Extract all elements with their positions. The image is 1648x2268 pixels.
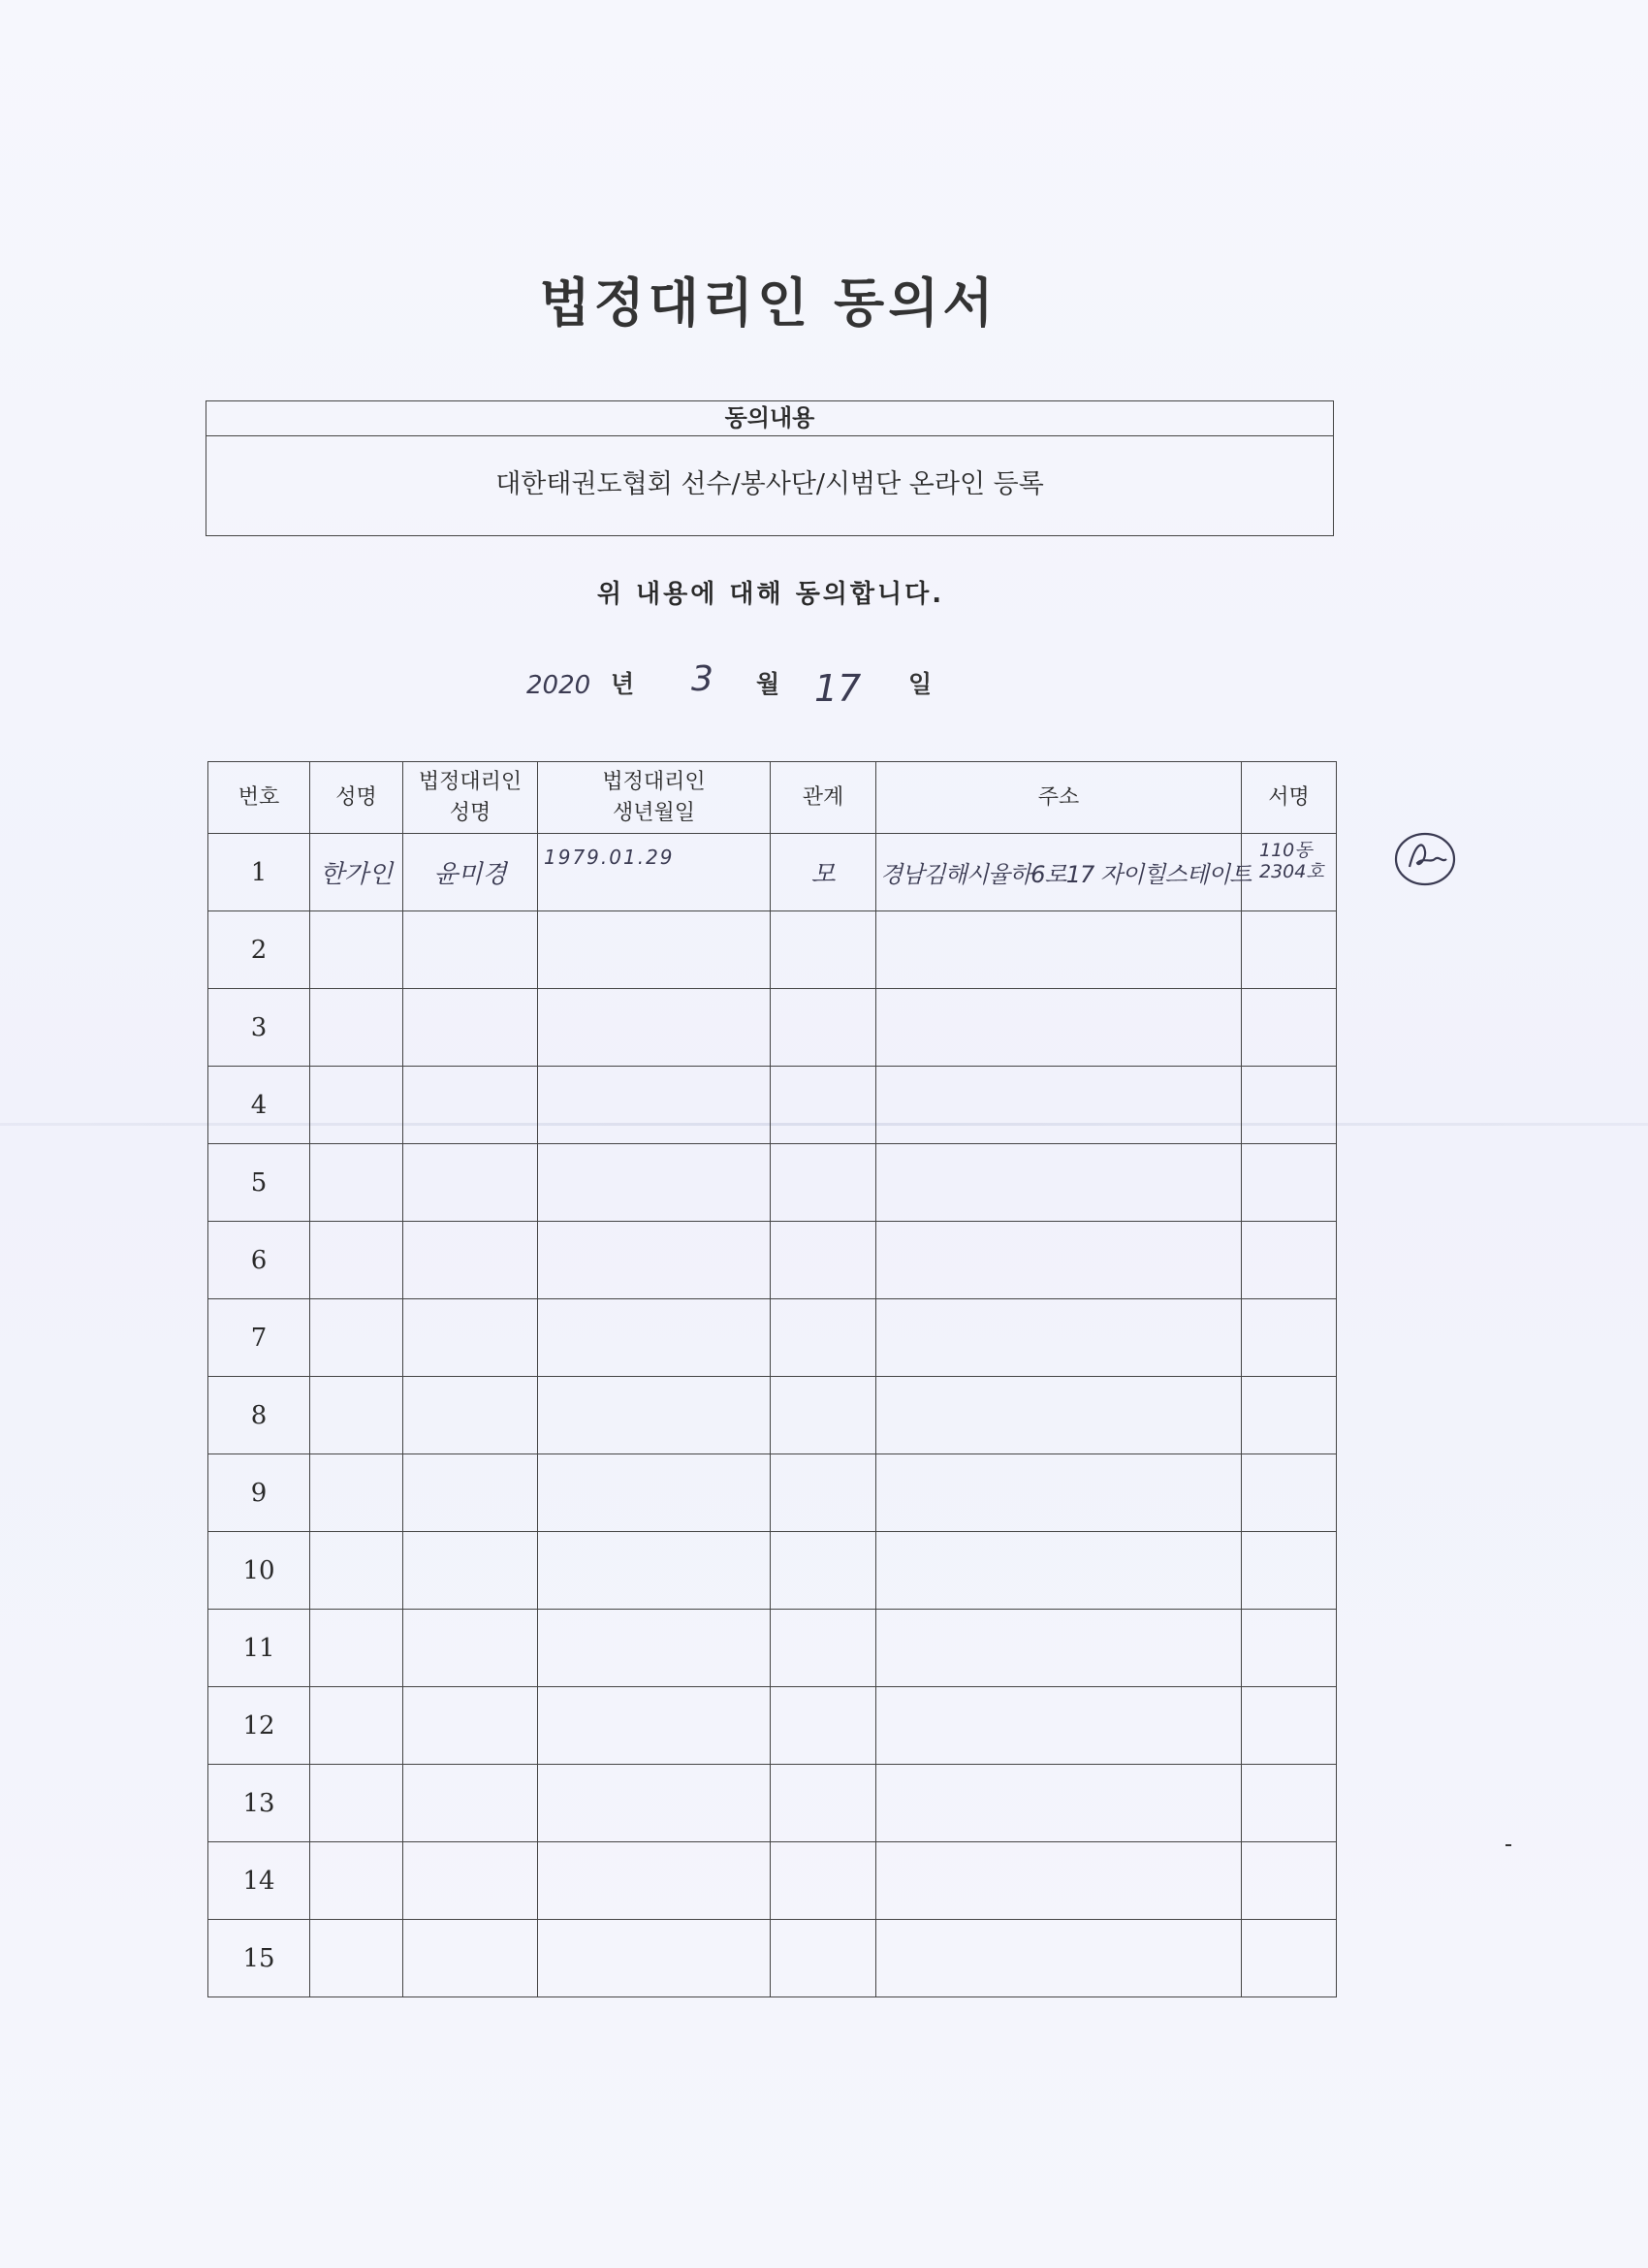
date-month-unit: 월 xyxy=(756,670,780,698)
row-guardian-name-cell xyxy=(403,1687,538,1765)
table-row xyxy=(208,1610,1337,1687)
consent-content-body: 대한태권도협회 선수/봉사단/시범단 온라인 등록 xyxy=(495,469,1044,499)
row-number: 10 xyxy=(208,1532,310,1610)
row-signature-cell xyxy=(1242,989,1337,1067)
row-guardian-name-cell xyxy=(403,1765,538,1842)
row-address-cell xyxy=(876,834,1252,911)
row-guardian-birth-cell xyxy=(538,1222,771,1299)
row-number: 12 xyxy=(208,1687,310,1765)
row-address-cell xyxy=(876,1842,1242,1920)
row-guardian-name-cell xyxy=(403,1842,538,1920)
agreement-statement: 위 내용에 대해 동의합니다. xyxy=(596,580,945,609)
handwritten-signature xyxy=(1380,824,1460,894)
row-number: 7 xyxy=(208,1299,310,1377)
row-number: 8 xyxy=(208,1377,310,1454)
row-guardian-birth-cell xyxy=(538,1610,771,1687)
row-address-cell xyxy=(876,1222,1242,1299)
row-name-cell xyxy=(310,834,403,911)
table-row xyxy=(208,989,1337,1067)
row-guardian-name-cell xyxy=(403,1299,538,1377)
table-row xyxy=(208,1144,1337,1222)
row-name-cell xyxy=(310,1454,403,1532)
row-guardian-name-cell xyxy=(403,911,538,989)
table-row xyxy=(208,1377,1337,1454)
row-name-cell xyxy=(310,911,403,989)
header-signature: 서명 xyxy=(1242,762,1337,834)
table-row xyxy=(208,1920,1337,1997)
date-year-unit: 년 xyxy=(611,670,635,698)
table-row xyxy=(208,1067,1337,1144)
table-row xyxy=(208,1532,1337,1610)
row-guardian-name-cell xyxy=(403,1454,538,1532)
row-number: 2 xyxy=(208,911,310,989)
table-row xyxy=(208,1687,1337,1765)
table-row xyxy=(208,1842,1337,1920)
guardian-roster-table xyxy=(207,761,1337,1997)
row-guardian-birth-cell xyxy=(538,834,771,911)
row-guardian-birth: 1979.01.29 xyxy=(544,845,675,869)
row-relation-cell xyxy=(771,1454,876,1532)
row-address-cell xyxy=(876,1765,1242,1842)
row-signature-cell xyxy=(1242,1222,1337,1299)
row-guardian-name-cell xyxy=(403,1532,538,1610)
header-address: 주소 xyxy=(876,762,1242,834)
row-address: 경남김해시율하6로17 자이힐스테이트 xyxy=(880,861,1252,888)
row-name-cell xyxy=(310,1610,403,1687)
row-relation-cell xyxy=(771,1144,876,1222)
table-row xyxy=(208,1765,1337,1842)
row-signature-cell xyxy=(1242,1454,1337,1532)
row-number: 13 xyxy=(208,1765,310,1842)
row-name-cell xyxy=(310,1532,403,1610)
row-address-cell xyxy=(876,1299,1242,1377)
row-address-cell xyxy=(876,1532,1242,1610)
row-guardian-birth-cell xyxy=(538,1144,771,1222)
row-signature-cell xyxy=(1242,1144,1337,1222)
row-number: 6 xyxy=(208,1222,310,1299)
row-relation-cell xyxy=(771,911,876,989)
row-name-cell xyxy=(310,1377,403,1454)
row-relation-cell xyxy=(771,1299,876,1377)
row-guardian-birth-cell xyxy=(538,1067,771,1144)
row-address-cell xyxy=(876,1610,1242,1687)
row-name-cell xyxy=(310,1920,403,1997)
row-guardian-birth-cell xyxy=(538,1454,771,1532)
table-row xyxy=(208,1299,1337,1377)
row-address-cell xyxy=(876,1144,1242,1222)
date-day-unit: 일 xyxy=(908,670,933,698)
row-guardian-birth-cell xyxy=(538,1842,771,1920)
row-address-cell xyxy=(876,1067,1242,1144)
row-address-cell xyxy=(876,1687,1242,1765)
row-guardian-birth-cell xyxy=(538,1687,771,1765)
signature-stroke xyxy=(1410,845,1446,867)
row-number: 15 xyxy=(208,1920,310,1997)
header-guardian-birth: 법정대리인 생년월일 xyxy=(538,762,771,834)
row-number: 11 xyxy=(208,1610,310,1687)
row-name-cell xyxy=(310,1222,403,1299)
table-row xyxy=(208,1454,1337,1532)
row-signature-cell xyxy=(1242,1299,1337,1377)
row-guardian-name-cell xyxy=(403,1144,538,1222)
row-relation-cell xyxy=(771,834,876,911)
row-number: 1 xyxy=(208,834,310,911)
row-number: 3 xyxy=(208,989,310,1067)
table-header-row xyxy=(208,762,1337,834)
row-signature-cell xyxy=(1242,911,1337,989)
row-guardian-name-cell xyxy=(403,1222,538,1299)
date-month: 3 xyxy=(691,659,713,699)
row-guardian-name-cell xyxy=(403,1920,538,1997)
row-signature-cell xyxy=(1242,834,1337,911)
row-guardian-birth-cell xyxy=(538,1920,771,1997)
row-signature-cell xyxy=(1242,1532,1337,1610)
row-guardian-birth-cell xyxy=(538,1377,771,1454)
row-guardian-birth-cell xyxy=(538,989,771,1067)
row-number: 4 xyxy=(208,1067,310,1144)
row-guardian-name-cell xyxy=(403,1067,538,1144)
header-guardian-name: 법정대리인 성명 xyxy=(403,762,538,834)
row-guardian-birth-cell xyxy=(538,1765,771,1842)
row-name-cell xyxy=(310,1299,403,1377)
consent-content-header: 동의내용 xyxy=(206,401,1333,436)
row-relation-cell xyxy=(771,1920,876,1997)
row-relation-cell xyxy=(771,1377,876,1454)
header-name: 성명 xyxy=(310,762,403,834)
table-row xyxy=(208,1222,1337,1299)
row-guardian-birth-cell xyxy=(538,1299,771,1377)
row-address-cell xyxy=(876,911,1242,989)
row-signature-cell xyxy=(1242,1687,1337,1765)
row-number: 14 xyxy=(208,1842,310,1920)
table-row xyxy=(208,834,1337,911)
row-signature-cell xyxy=(1242,1610,1337,1687)
row-guardian-name-cell xyxy=(403,1610,538,1687)
header-relation: 관계 xyxy=(771,762,876,834)
row-name-cell xyxy=(310,989,403,1067)
row-guardian-name-cell xyxy=(403,1377,538,1454)
document-title: 법정대리인 동의서 xyxy=(539,272,998,334)
row-guardian-name-cell xyxy=(403,989,538,1067)
row-name-cell xyxy=(310,1687,403,1765)
date-day: 17 xyxy=(814,667,862,710)
row-name-cell xyxy=(310,1067,403,1144)
row-number: 9 xyxy=(208,1454,310,1532)
row-address-cell xyxy=(876,1454,1242,1532)
row-signature-cell xyxy=(1242,1067,1337,1144)
row-relation-cell xyxy=(771,1222,876,1299)
row-relation: 모 xyxy=(810,860,836,889)
row-relation-cell xyxy=(771,1532,876,1610)
header-no: 번호 xyxy=(208,762,310,834)
row-relation-cell xyxy=(771,989,876,1067)
date-year: 2020 xyxy=(526,671,591,700)
table-row xyxy=(208,911,1337,989)
scan-speck xyxy=(1505,1844,1511,1846)
row-relation-cell xyxy=(771,1687,876,1765)
row-signature-cell xyxy=(1242,1377,1337,1454)
row-relation-cell xyxy=(771,1842,876,1920)
row-name-cell xyxy=(310,1765,403,1842)
row-signature-cell xyxy=(1242,1765,1337,1842)
row-name: 한가인 xyxy=(319,860,394,889)
row-number: 5 xyxy=(208,1144,310,1222)
row-address-cell xyxy=(876,1920,1242,1997)
row-address-cell xyxy=(876,989,1242,1067)
row-name-cell xyxy=(310,1842,403,1920)
row-relation-cell xyxy=(771,1765,876,1842)
row-guardian-name-cell xyxy=(403,834,538,911)
row-name-cell xyxy=(310,1144,403,1222)
signature-area xyxy=(1242,834,1336,910)
row-address-cell xyxy=(876,1377,1242,1454)
row-address-extra: 110동 2304호 xyxy=(1259,840,1324,882)
row-relation-cell xyxy=(771,1067,876,1144)
row-guardian-birth-cell xyxy=(538,1532,771,1610)
row-guardian-name: 윤미경 xyxy=(433,860,507,889)
consent-content-box xyxy=(206,400,1334,536)
row-signature-cell xyxy=(1242,1842,1337,1920)
row-signature-cell xyxy=(1242,1920,1337,1997)
row-relation-cell xyxy=(771,1610,876,1687)
row-guardian-birth-cell xyxy=(538,911,771,989)
